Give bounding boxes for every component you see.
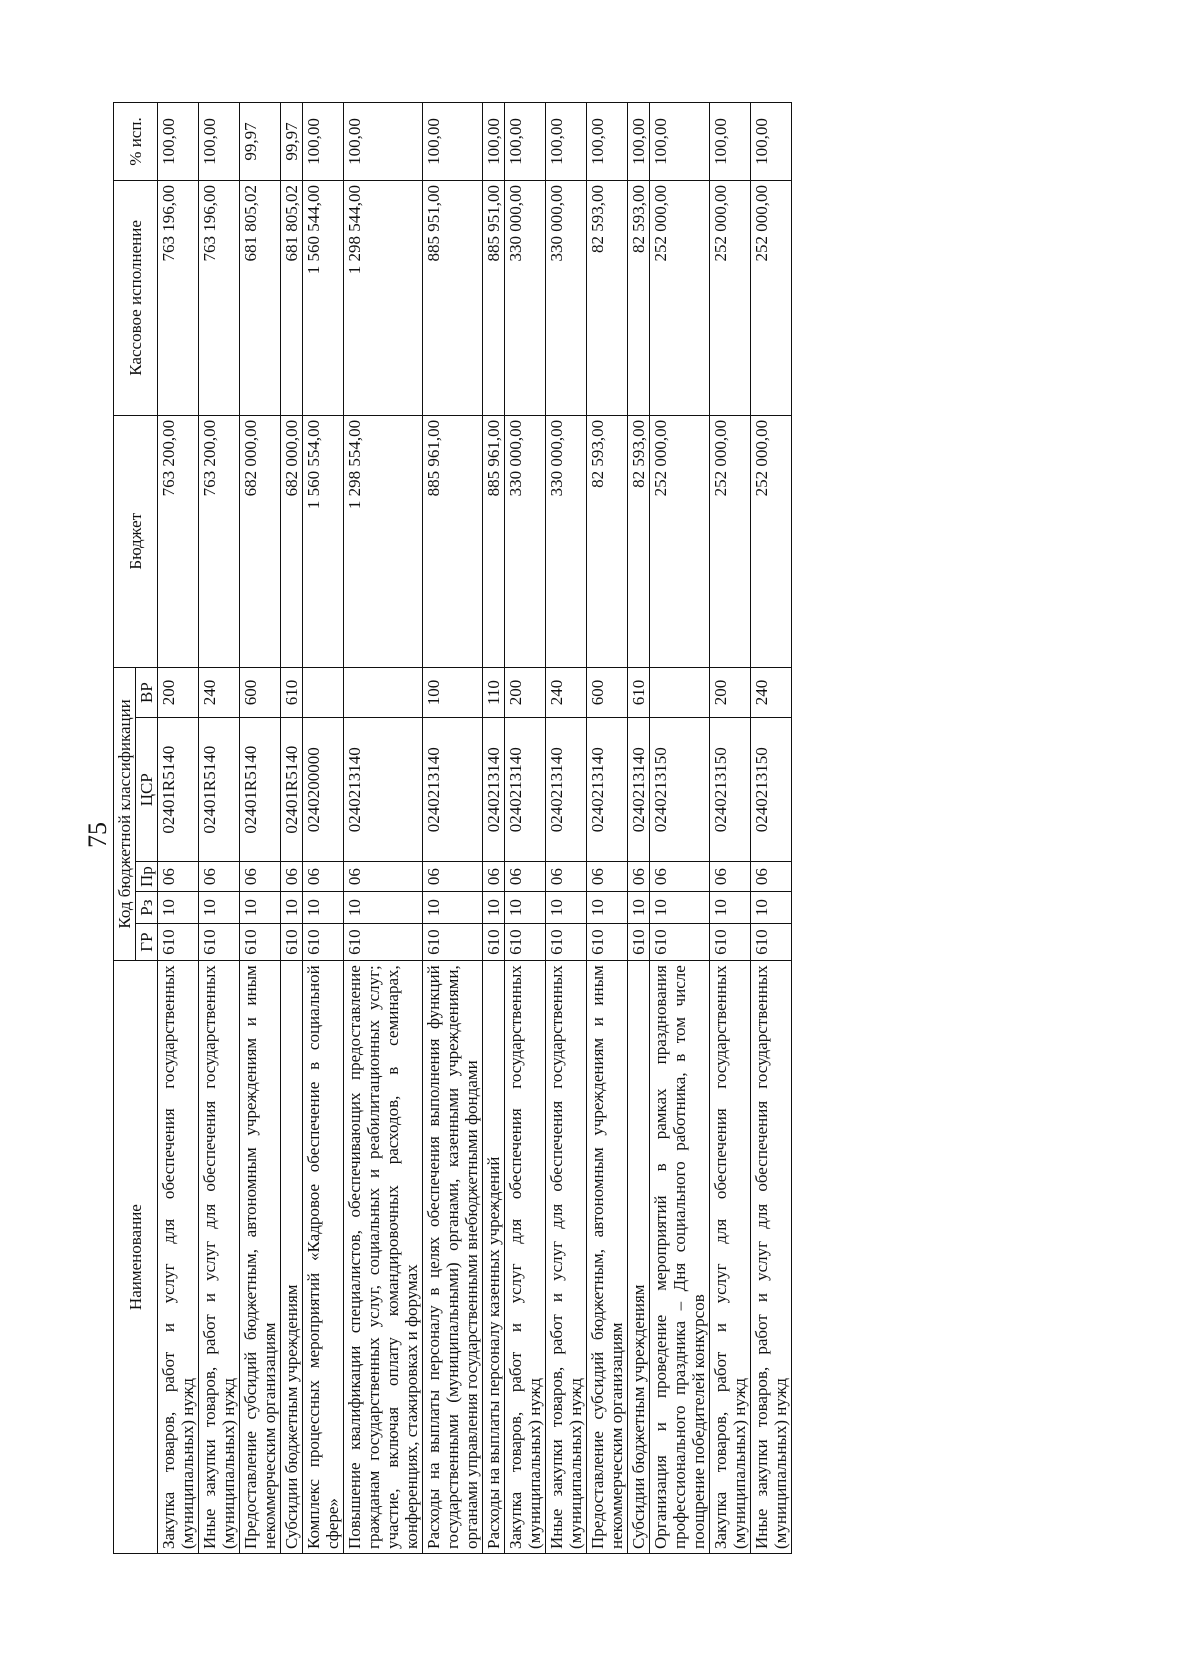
row-pct-cell: 100,00 (650, 103, 710, 181)
row-vr-cell: 200 (710, 667, 751, 718)
row-name-cell: Предоставление субсидий бюджетным, автономным учреждениям и иным некоммерческим организациям (240, 961, 281, 1554)
row-cash-cell: 252 000,00 (710, 180, 751, 415)
row-csr-cell: 0240213140 (628, 718, 650, 861)
row-cash-cell: 885 951,00 (483, 180, 505, 415)
row-cash-cell: 681 805,02 (240, 180, 281, 415)
row-cash-cell: 763 196,00 (199, 180, 240, 415)
header-csr: ЦСР (136, 718, 158, 861)
row-name-cell: Закупка товаров, работ и услуг для обеспечения государственных (муниципальных) нужд (158, 961, 199, 1554)
row-csr-cell: 0240213150 (751, 718, 792, 861)
row-cash-cell: 82 593,00 (628, 180, 650, 415)
row-name-cell: Субсидии бюджетным учреждениям (628, 961, 650, 1554)
table-row (240, 103, 281, 1554)
row-cash-cell: 330 000,00 (505, 180, 546, 415)
row-pct-cell: 99,97 (240, 103, 281, 181)
row-csr-cell: 0240213140 (344, 718, 423, 861)
row-vr-cell (650, 667, 710, 718)
row-name-cell: Иные закупки товаров, работ и услуг для обеспечения государственных (муниципальных) нужд (199, 961, 240, 1554)
row-name-cell: Иные закупки товаров, работ и услуг для обеспечения государственных (муниципальных) нужд (751, 961, 792, 1554)
row-cash-cell: 330 000,00 (546, 180, 587, 415)
table-row (650, 103, 710, 1554)
row-gr-cell: 610 (505, 923, 546, 960)
header-gr: ГР (136, 923, 158, 960)
row-cash-cell: 1 298 544,00 (344, 180, 423, 415)
row-rz-cell: 10 (240, 892, 281, 924)
row-budget-cell: 82 593,00 (587, 415, 628, 667)
row-pr-cell: 06 (650, 861, 710, 891)
row-rz-cell: 10 (710, 892, 751, 924)
row-budget-cell: 885 961,00 (423, 415, 483, 667)
row-csr-cell: 0240213140 (483, 718, 505, 861)
row-rz-cell: 10 (344, 892, 423, 924)
row-csr-cell: 0240200000 (303, 718, 344, 861)
row-rz-cell: 10 (483, 892, 505, 924)
row-vr-cell: 610 (281, 667, 303, 718)
row-gr-cell: 610 (158, 923, 199, 960)
row-cash-cell: 1 560 544,00 (303, 180, 344, 415)
row-gr-cell: 610 (303, 923, 344, 960)
row-rz-cell: 10 (281, 892, 303, 924)
table-row (483, 103, 505, 1554)
row-cash-cell: 681 805,02 (281, 180, 303, 415)
row-cash-cell: 763 196,00 (158, 180, 199, 415)
row-pct-cell: 100,00 (751, 103, 792, 181)
row-budget-cell: 763 200,00 (158, 415, 199, 667)
row-pct-cell: 100,00 (483, 103, 505, 181)
row-vr-cell: 240 (546, 667, 587, 718)
row-pct-cell: 100,00 (505, 103, 546, 181)
page-number: 75 (83, 822, 112, 848)
row-pr-cell: 06 (505, 861, 546, 891)
row-pct-cell: 100,00 (199, 103, 240, 181)
row-pr-cell: 06 (303, 861, 344, 891)
table-row (505, 103, 546, 1554)
row-name-cell: Организация и проведение мероприятий в рамках празднования профессионального праздника – Дня социального работника, в том числе поощрение победителей конкурсов (650, 961, 710, 1554)
table-row (199, 103, 240, 1554)
header-cash: Кассовое исполнение (114, 180, 158, 415)
row-cash-cell: 252 000,00 (650, 180, 710, 415)
table-row (281, 103, 303, 1554)
row-gr-cell: 610 (710, 923, 751, 960)
table-row (751, 103, 792, 1554)
row-pct-cell: 100,00 (344, 103, 423, 181)
row-cash-cell: 885 951,00 (423, 180, 483, 415)
row-vr-cell: 600 (240, 667, 281, 718)
row-gr-cell: 610 (650, 923, 710, 960)
table-row (710, 103, 751, 1554)
row-vr-cell: 240 (751, 667, 792, 718)
row-pr-cell: 06 (546, 861, 587, 891)
row-csr-cell: 0240213140 (423, 718, 483, 861)
row-rz-cell: 10 (303, 892, 344, 924)
row-csr-cell: 0240213140 (546, 718, 587, 861)
row-rz-cell: 10 (650, 892, 710, 924)
row-pr-cell: 06 (344, 861, 423, 891)
row-cash-cell: 252 000,00 (751, 180, 792, 415)
row-name-cell: Повышение квалификации специалистов, обеспечивающих предоставление гражданам государственных услуг, социальных и реабилитационных услуг; участие, включая оплату командировочных расходов, в семинарах, конференциях, стажировках и форумах (344, 961, 423, 1554)
row-pr-cell: 06 (628, 861, 650, 891)
row-csr-cell: 02401R5140 (199, 718, 240, 861)
row-csr-cell: 02401R5140 (240, 718, 281, 861)
row-gr-cell: 610 (199, 923, 240, 960)
row-pct-cell: 100,00 (710, 103, 751, 181)
header-pct: % исп. (114, 103, 158, 181)
row-name-cell: Иные закупки товаров, работ и услуг для обеспечения государственных (муниципальных) нужд (546, 961, 587, 1554)
table-row (344, 103, 423, 1554)
row-csr-cell: 0240213140 (587, 718, 628, 861)
row-vr-cell: 100 (423, 667, 483, 718)
row-gr-cell: 610 (751, 923, 792, 960)
row-budget-cell: 1 298 554,00 (344, 415, 423, 667)
header-budget: Бюджет (114, 415, 158, 667)
row-vr-cell: 200 (158, 667, 199, 718)
row-budget-cell: 1 560 554,00 (303, 415, 344, 667)
table-row (303, 103, 344, 1554)
row-rz-cell: 10 (587, 892, 628, 924)
row-pr-cell: 06 (710, 861, 751, 891)
row-rz-cell: 10 (751, 892, 792, 924)
row-vr-cell: 600 (587, 667, 628, 718)
row-gr-cell: 610 (546, 923, 587, 960)
row-pr-cell: 06 (240, 861, 281, 891)
row-name-cell: Субсидии бюджетным учреждениям (281, 961, 303, 1554)
row-rz-cell: 10 (546, 892, 587, 924)
table-body (158, 103, 792, 1554)
row-pr-cell: 06 (423, 861, 483, 891)
row-budget-cell: 82 593,00 (628, 415, 650, 667)
table-row (587, 103, 628, 1554)
header-vr: ВР (136, 667, 158, 718)
header-rz: Рз (136, 892, 158, 924)
row-csr-cell: 02401R5140 (281, 718, 303, 861)
row-gr-cell: 610 (423, 923, 483, 960)
row-rz-cell: 10 (628, 892, 650, 924)
row-vr-cell: 110 (483, 667, 505, 718)
row-name-cell: Расходы на выплаты персоналу казенных учреждений (483, 961, 505, 1554)
row-vr-cell: 610 (628, 667, 650, 718)
row-csr-cell: 0240213140 (505, 718, 546, 861)
row-gr-cell: 610 (483, 923, 505, 960)
row-rz-cell: 10 (199, 892, 240, 924)
row-gr-cell: 610 (628, 923, 650, 960)
header-row-1 (114, 103, 136, 1554)
table-row (628, 103, 650, 1554)
row-pr-cell: 06 (199, 861, 240, 891)
row-pr-cell: 06 (281, 861, 303, 891)
row-pr-cell: 06 (751, 861, 792, 891)
row-pr-cell: 06 (158, 861, 199, 891)
header-name: Наименование (114, 961, 158, 1554)
row-csr-cell: 02401R5140 (158, 718, 199, 861)
row-vr-cell: 240 (199, 667, 240, 718)
row-budget-cell: 252 000,00 (650, 415, 710, 667)
header-code-group: Код бюджетной классификации (114, 667, 136, 961)
row-pr-cell: 06 (587, 861, 628, 891)
row-pct-cell: 99,97 (281, 103, 303, 181)
row-budget-cell: 763 200,00 (199, 415, 240, 667)
table-row (546, 103, 587, 1554)
row-pct-cell: 100,00 (587, 103, 628, 181)
row-pct-cell: 100,00 (158, 103, 199, 181)
row-name-cell: Расходы на выплаты персоналу в целях обеспечения выполнения функций государственными (муниципальными) органами, казенными учреждениями, органами управления государственными внебюджетными фондами (423, 961, 483, 1554)
row-name-cell: Предоставление субсидий бюджетным, автономным учреждениям и иным некоммерческим организациям (587, 961, 628, 1554)
row-pr-cell: 06 (483, 861, 505, 891)
row-budget-cell: 252 000,00 (751, 415, 792, 667)
row-pct-cell: 100,00 (628, 103, 650, 181)
row-gr-cell: 610 (587, 923, 628, 960)
row-name-cell: Закупка товаров, работ и услуг для обеспечения государственных (муниципальных) нужд (710, 961, 751, 1554)
row-pct-cell: 100,00 (423, 103, 483, 181)
budget-table (113, 102, 792, 1554)
row-rz-cell: 10 (158, 892, 199, 924)
row-csr-cell: 0240213150 (710, 718, 751, 861)
row-pct-cell: 100,00 (303, 103, 344, 181)
row-vr-cell: 200 (505, 667, 546, 718)
rotated-table-wrapper (113, 102, 1119, 1554)
row-pct-cell: 100,00 (546, 103, 587, 181)
row-csr-cell: 0240213150 (650, 718, 710, 861)
row-vr-cell (344, 667, 423, 718)
row-budget-cell: 252 000,00 (710, 415, 751, 667)
row-gr-cell: 610 (344, 923, 423, 960)
row-name-cell: Закупка товаров, работ и услуг для обеспечения государственных (муниципальных) нужд (505, 961, 546, 1554)
row-budget-cell: 682 000,00 (281, 415, 303, 667)
row-cash-cell: 82 593,00 (587, 180, 628, 415)
row-name-cell: Комплекс процессных мероприятий «Кадровое обеспечение в социальной сфере» (303, 961, 344, 1554)
header-pr: Пр (136, 861, 158, 891)
row-gr-cell: 610 (240, 923, 281, 960)
row-budget-cell: 682 000,00 (240, 415, 281, 667)
row-rz-cell: 10 (423, 892, 483, 924)
row-budget-cell: 330 000,00 (505, 415, 546, 667)
row-budget-cell: 330 000,00 (546, 415, 587, 667)
row-vr-cell (303, 667, 344, 718)
row-budget-cell: 885 961,00 (483, 415, 505, 667)
row-gr-cell: 610 (281, 923, 303, 960)
table-row (423, 103, 483, 1554)
row-rz-cell: 10 (505, 892, 546, 924)
table-row (158, 103, 199, 1554)
